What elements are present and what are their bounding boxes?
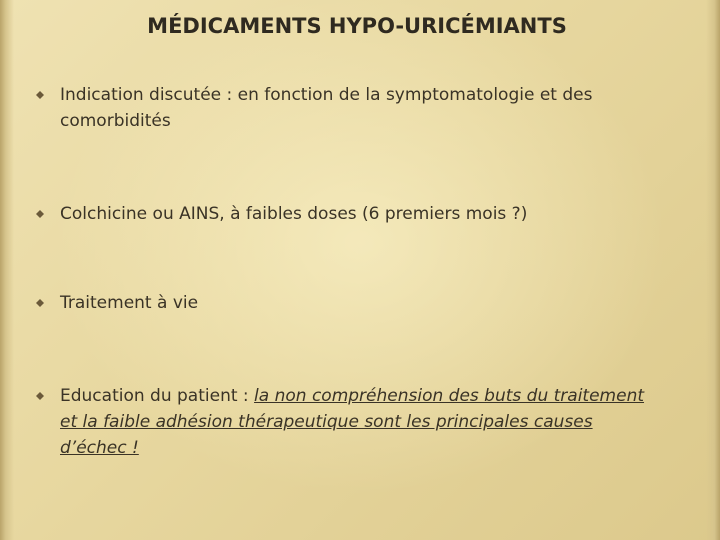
bullet-text: Traitement à vie — [60, 293, 199, 313]
bullet-text: Colchicine ou AINS, à faibles doses (6 premiers mois ?) — [60, 204, 528, 224]
bullet-item — [36, 290, 666, 316]
bullet-item — [36, 201, 666, 227]
slide-title: MÉDICAMENTS HYPO-URICÉMIANTS — [147, 14, 567, 38]
diamond-bullet-icon — [36, 91, 44, 99]
page-edge-left — [0, 0, 14, 540]
bullet-lead-text: Education du patient : — [60, 386, 255, 406]
diamond-bullet-icon — [36, 210, 44, 218]
bullet-text: Indication discutée : en fonction de la symptomatologie et des comorbidités — [60, 85, 593, 131]
bullet-emphasis-text: la non compréhension des buts du traitement et la faible adhésion thérapeutique sont les principales causes d’échec ! — [60, 386, 645, 458]
diamond-bullet-icon — [36, 299, 44, 307]
bullet-item — [36, 383, 666, 461]
bullet-item — [36, 82, 666, 134]
page-edge-right — [706, 0, 720, 540]
diamond-bullet-icon — [36, 392, 44, 400]
bullet-text — [60, 383, 660, 461]
